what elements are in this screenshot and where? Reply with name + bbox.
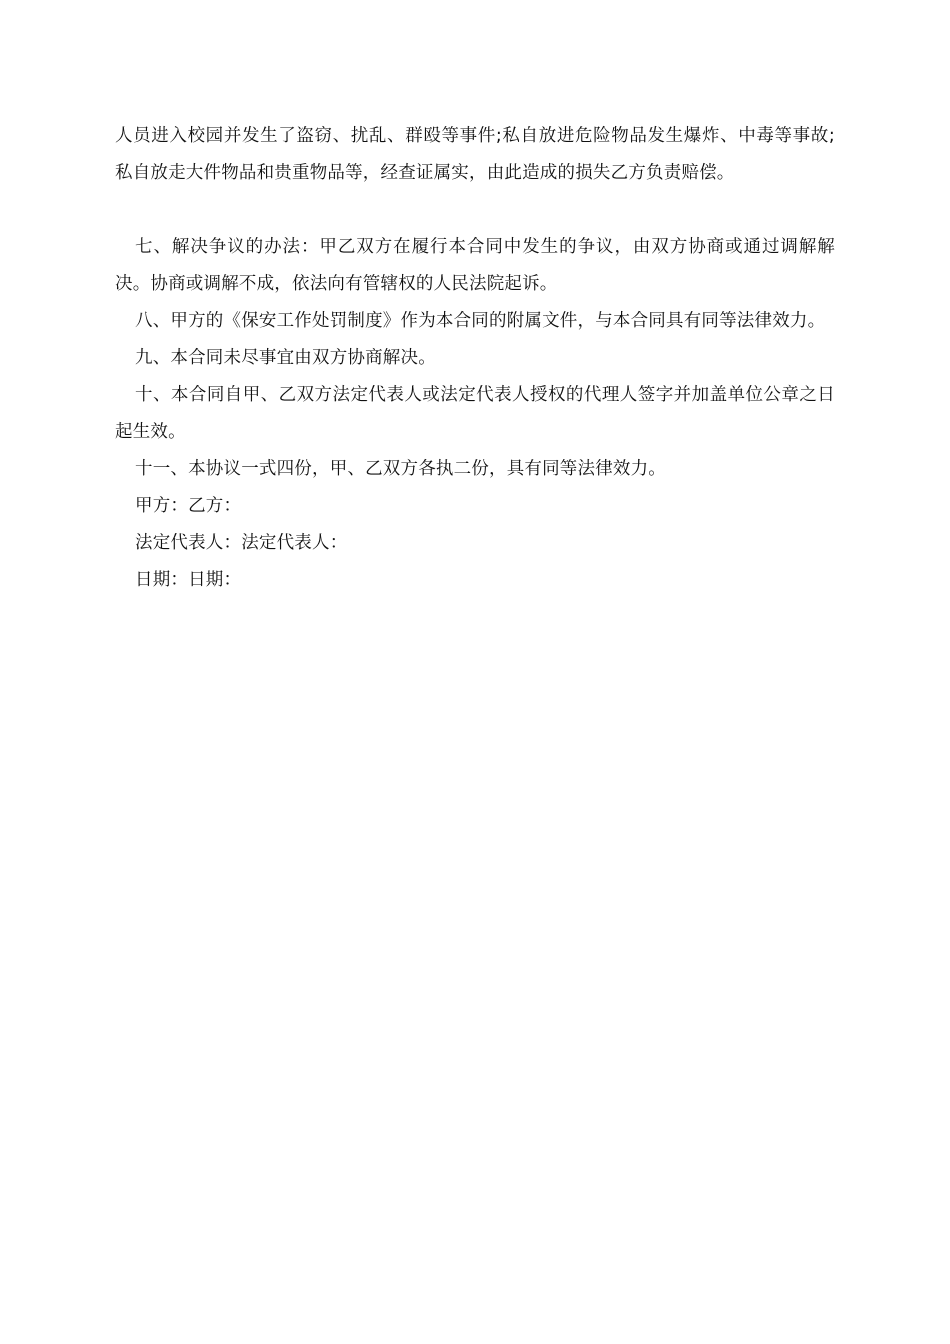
paragraph-unresolved-matters: 九、本合同未尽事宜由双方协商解决。 [135,348,436,368]
paragraph-spacer [115,192,835,229]
signature-representatives: 法定代表人：法定代表人： [135,533,348,553]
paragraph-copies: 十一、本协议一式四份，甲、乙双方各执二份，具有同等法律效力。 [135,459,666,479]
paragraph-dispute-resolution: 七、解决争议的办法：甲乙双方在履行本合同中发生的争议，由双方协商或通过调解解决。协商或调解不成，依法向有管辖权的人民法院起诉。 [115,237,835,294]
document-body [115,118,835,599]
paragraph-effective-date: 十、本合同自甲、乙双方法定代表人或法定代表人授权的代理人签字并加盖单位公章之日起生效。 [115,385,835,442]
paragraph-liability: 人员进入校园并发生了盗窃、扰乱、群殴等事件;私自放进危险物品发生爆炸、中毒等事故;私自放走大件物品和贵重物品等，经查证属实，由此造成的损失乙方负责赔偿。 [115,126,835,183]
signature-dates: 日期：日期： [135,570,242,590]
signature-parties: 甲方：乙方： [135,496,242,516]
paragraph-attached-document: 八、甲方的《保安工作处罚制度》作为本合同的附属文件，与本合同具有同等法律效力。 [135,311,826,331]
